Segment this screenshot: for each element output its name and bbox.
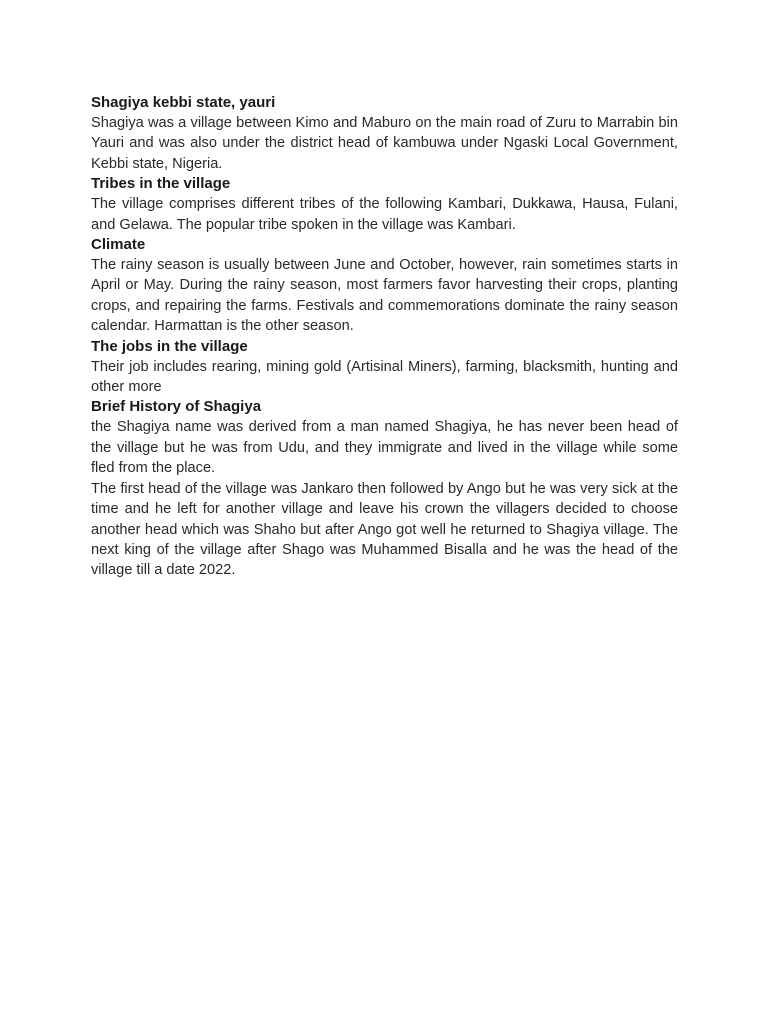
paragraph-climate: The rainy season is usually between June and October, however, rain sometimes starts in April or May. During the rainy season, most farmers favor harvesting their crops, planting crops, and repairing the farms. Festivals and commemorations dominate the rainy season calendar. Harmattan is the other season. [91,257,678,335]
paragraph-history-name: the Shagiya name was derived from a man named Shagiya, he has never been head of the village but he was from Udu, and they immigrate and lived in the village while some fled from the place. [91,419,678,477]
section-heading-climate: Climate [91,236,146,254]
section-heading-jobs: The jobs in the village [91,337,248,355]
section-heading-tribes: Tribes in the village [91,175,231,193]
document-page [91,93,678,581]
paragraph-history-heads: The first head of the village was Jankaro then followed by Ango but he was very sick at the time and he left for another village and leave his crown the villagers decided to choose another head which was Shaho but after Ango got well he returned to Shagiya village. The next king of the village after Shago was Muhammed Bisalla and he was the head of the village till a date 2022. [91,480,678,579]
section-heading-shagiya: Shagiya kebbi state, yauri [91,94,276,111]
paragraph-tribes: The village comprises different tribes of the following Kambari, Dukkawa, Hausa, Fulani, and Gelawa. The popular tribe spoken in the village was Kambari. [91,196,678,233]
paragraph-jobs: Their job includes rearing, mining gold (Artisinal Miners), farming, blacksmith, hunting and other more [91,358,678,396]
section-heading-history: Brief History of Shagiya [91,398,262,416]
paragraph-location: Shagiya was a village between Kimo and Maburo on the main road of Zuru to Marrabin bin Yauri and was also under the district head of kambuwa under Ngaski Local Government, Kebbi state, Nigeria. [91,115,678,172]
